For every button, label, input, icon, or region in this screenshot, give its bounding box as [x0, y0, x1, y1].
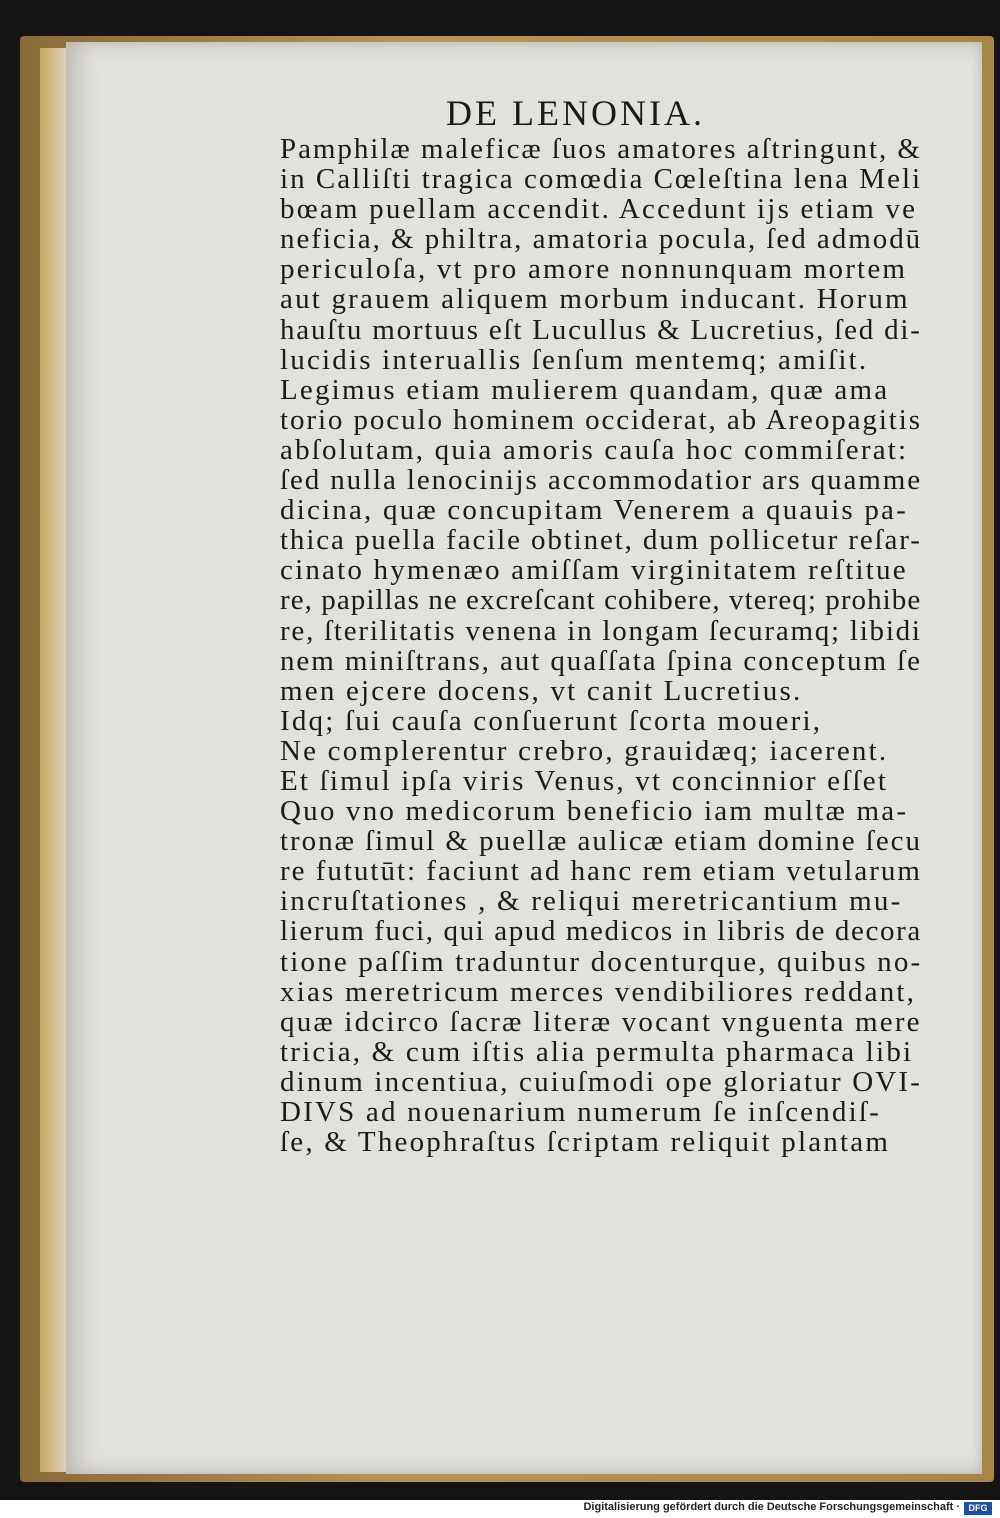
text-line: thica puella facile obtinet, dum pollicetur reſar-	[280, 524, 922, 557]
text-line: Ne complerentur crebro, grauidæq; iacerent.	[280, 734, 889, 767]
text-line: ſe, & Theophraſtus ſcriptam reliquit plantam	[280, 1126, 891, 1159]
text-line: dicina, quæ concupitam Venerem a quauis pa-	[280, 494, 908, 527]
text-line: aut grauem aliquem morbum inducant. Horum	[280, 283, 910, 316]
text-line: DIVS ad nouenarium numerum ſe inſcendiſ-	[280, 1096, 882, 1128]
text-line: men ejcere docens, vt canit Lucretius.	[280, 674, 803, 707]
text-line: bœam puellam accendit. Accedunt ijs etiam ve	[280, 193, 918, 226]
text-line: ſed nulla lenocinijs accommodatior ars quamme	[280, 464, 922, 497]
dfg-logo: DFG	[964, 1502, 992, 1515]
text-line: lierum fuci, qui apud medicos in libris de decora	[280, 915, 922, 948]
text-line: re, papillas ne excreſcant cohibere, vtereq; prohibe	[280, 584, 922, 617]
text-line: periculoſa, vt pro amore nonnunquam mortem	[280, 253, 908, 286]
text-line: dinum incentiua, cuiuſmodi ope gloriatur OVI-	[280, 1065, 923, 1098]
text-line: tronæ ſimul & puellæ aulicæ etiam domine ſecu	[280, 825, 922, 858]
text-line: re fututūt: faciunt ad hanc rem etiam vetularum	[280, 855, 922, 888]
text-line: lucidis interuallis ſenſum mentemq; amiſit.	[280, 343, 869, 376]
text-line: hauſtu mortuus eſt Lucullus & Lucretius, ſed di-	[280, 313, 922, 346]
text-line: re, ſterilitatis venena in longam ſecuramq; libidi	[280, 614, 922, 647]
text-line: nem miniſtrans, aut quaſſata ſpina conceptum ſe	[280, 644, 922, 677]
text-line: Idq; ſui cauſa conſuerunt ſcorta moueri,	[280, 704, 823, 737]
text-line: tione paſſim traduntur docenturque, quibus no-	[280, 945, 923, 978]
text-line: tricia, & cum iſtis alia permulta pharmaca libi	[280, 1035, 914, 1068]
text-line: Quo vno medicorum beneficio iam multæ ma-	[280, 795, 909, 828]
text-line: quæ idcirco ſacræ literæ vocant vnguenta mere	[280, 1005, 922, 1038]
text-line: xias meretricum merces vendibiliores reddant,	[280, 975, 917, 1008]
body-text	[280, 134, 930, 1157]
text-line: incruſtationes , & reliqui meretricantium mu-	[280, 885, 903, 918]
running-head: DE LENONIA.	[446, 93, 705, 133]
text-line: torio poculo hominem occiderat, ab Areopagitis	[280, 403, 922, 436]
text-line: Et ſimul ipſa viris Venus, vt concinnior eſſet	[280, 764, 889, 797]
text-line: in Calliſti tragica comœdia Cœleſtina lena Meli	[280, 163, 923, 196]
text-line: neficia, & philtra, amatoria pocula, ſed admodū	[280, 223, 923, 256]
text-line: Pamphilæ maleficæ ſuos amatores aſtringunt, &	[280, 133, 922, 165]
footer-bar	[0, 1500, 1000, 1518]
text-line: abſolutam, quia amoris cauſa hoc commiſerat:	[280, 433, 909, 466]
text-line: cinato hymenæo amiſſam virginitatem reſtitue	[280, 554, 908, 587]
footer-credit: Digitalisierung gefördert durch die Deutsche Forschungsgemeinschaft ·	[583, 1501, 960, 1513]
text-line: Legimus etiam mulierem quandam, quæ ama	[280, 373, 890, 406]
